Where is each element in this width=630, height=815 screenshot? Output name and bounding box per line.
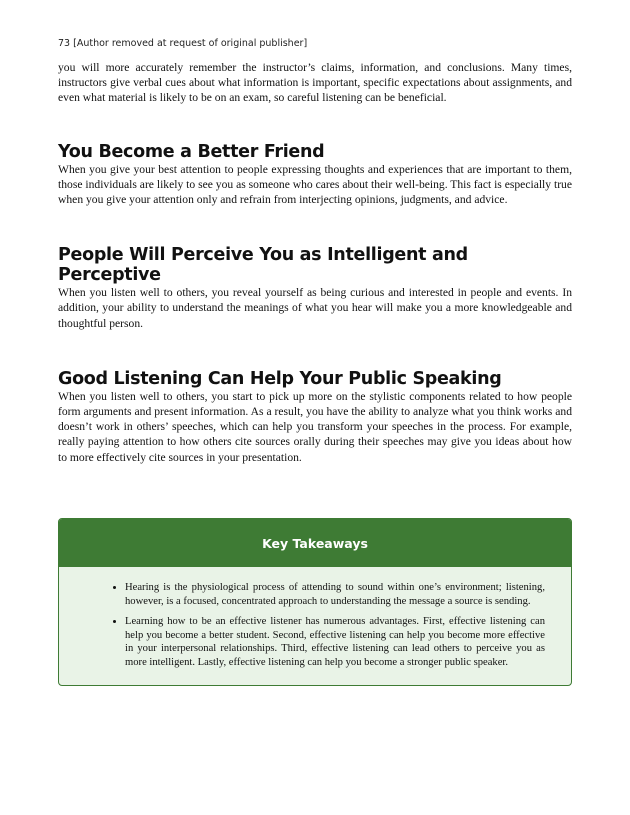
paragraph-better-friend: When you give your best attention to people expressing thoughts and experiences that are important to them, those individuals are likely to see you as someone who cares about their well-being. This fact is especially true when you give your attention only and refrain from interjecting opinions, judgments, and advice. xyxy=(58,162,572,207)
key-takeaways-list xyxy=(59,567,571,670)
key-takeaways-box xyxy=(58,518,572,686)
running-header xyxy=(58,38,307,49)
list-item: • Learning how to be an effective listener has numerous advantages. First, effective listening can help you become a better student. Second, effective listening can help you become more effective in your interpersonal relationships. Third, effective listening can lead others to perceive you as more intelligent. Lastly, effective listening can help you become a stronger public speaker. xyxy=(125,615,545,669)
paragraph-public-speaking: When you listen well to others, you start to pick up more on the stylistic components related to how people form arguments and present information. As a result, you have the ability to analyze what you think works and doesn’t work in others’ speeches, which can help you transform your speeches in the process. For example, really paying attention to how others cite sources orally during their speeches may give you ideas about how to more effectively cite sources in your presentation. xyxy=(58,389,572,464)
key-takeaways-title: Key Takeaways xyxy=(262,535,368,551)
key-takeaways-header xyxy=(59,519,571,567)
list-item: • Hearing is the physiological process of attending to sound within one’s environment; listening, however, is a focused, concentrated approach to understanding the message a source is sending. xyxy=(125,581,545,608)
running-title: [Author removed at request of original publisher] xyxy=(73,38,308,49)
heading-intelligent-perceptive: People Will Perceive You as Intelligent and Perceptive xyxy=(58,245,468,286)
intro-paragraph: you will more accurately remember the instructor’s claims, information, and conclusions. Many times, instructors give verbal cues about what information is important, specific expectations about assignments, and even what material is likely to be on an exam, so careful listening can be beneficial. xyxy=(58,61,572,105)
main-content xyxy=(58,60,572,465)
heading-better-friend: You Become a Better Friend xyxy=(58,141,325,162)
page-number: 73 xyxy=(58,38,71,49)
paragraph-intelligent-perceptive: When you listen well to others, you reveal yourself as being curious and interested in people and events. In addition, your ability to understand the meanings of what you hear will make you a more knowledgeable and thoughtful person. xyxy=(58,286,572,330)
heading-public-speaking: Good Listening Can Help Your Public Speaking xyxy=(58,368,502,389)
